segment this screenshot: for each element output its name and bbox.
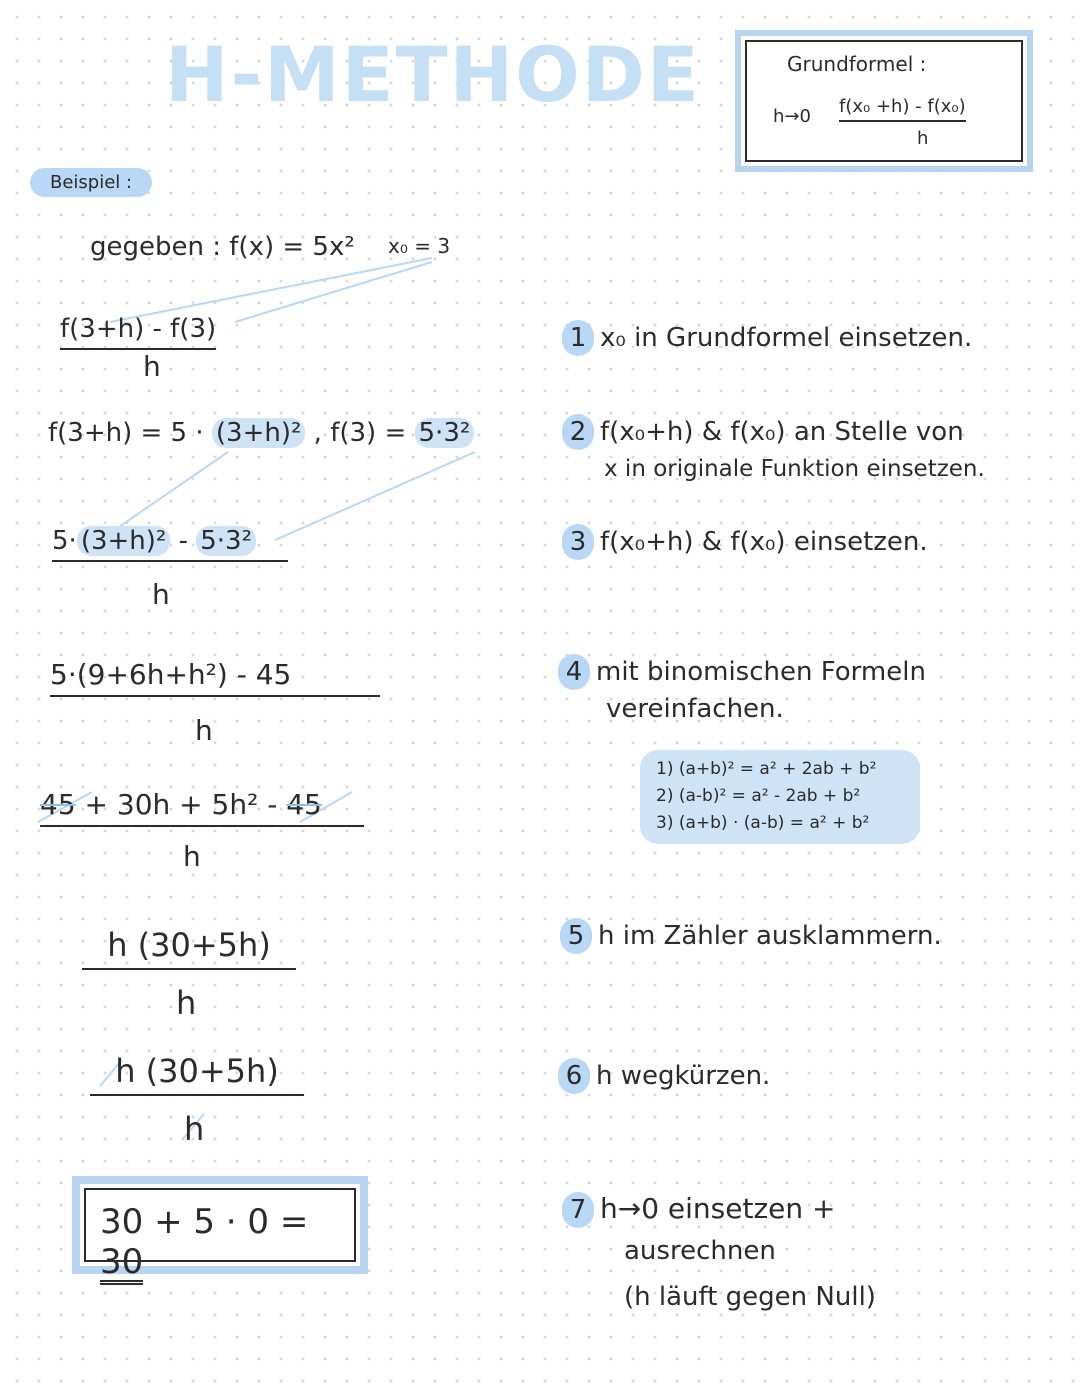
step5-cancel-b: 45 [286, 788, 322, 821]
result-value: 30 [100, 1244, 143, 1285]
instruction-7 [562, 1192, 836, 1228]
grundformel-numerator: f(x₀ +h) - f(x₀) [839, 96, 966, 122]
instruction-6 [558, 1058, 770, 1094]
step7-rest: (30+5h) [135, 1052, 279, 1090]
step2-highlight-1: (3+h)² [212, 418, 306, 448]
step3-prefix: 5· [52, 526, 77, 556]
step5-denominator: h [183, 840, 201, 873]
instruction-5-text: h im Zähler ausklammern. [598, 921, 942, 951]
step2-line [48, 418, 474, 448]
step6-numerator: h (30+5h) [82, 926, 296, 970]
result-box [72, 1176, 368, 1282]
step5-numerator [40, 788, 364, 827]
step2-separator: , f(3) = [305, 418, 415, 448]
result-inner [84, 1188, 356, 1282]
step3-denominator: h [152, 578, 170, 611]
grundformel-denominator: h [917, 128, 929, 149]
step-number-6: 6 [558, 1058, 590, 1094]
instruction-7-line2: ausrechnen [624, 1236, 776, 1266]
step5-middle: + 30h + 5h² - [75, 788, 287, 821]
instruction-2-text: f(x₀+h) & f(x₀) an Stelle von [600, 417, 964, 447]
binomial-formula-3: 3) (a+b) · (a-b) = a² + b² [656, 813, 870, 833]
instruction-3-text: f(x₀+h) & f(x₀) einsetzen. [600, 527, 928, 557]
step3-numerator [52, 526, 288, 562]
step2-left: f(3+h) = 5 · [48, 418, 212, 448]
grundformel-limit: h→0 [773, 106, 811, 127]
step3-highlight-1: (3+h)² [77, 526, 171, 556]
step1-numerator: f(3+h) - f(3) [60, 314, 216, 350]
page-title: H-METHODE [165, 30, 701, 119]
step-number-1: 1 [562, 320, 594, 356]
example-label: Beispiel : [30, 168, 152, 197]
step1-denominator: h [143, 350, 161, 383]
step4-denominator: h [195, 714, 213, 747]
instruction-2 [562, 414, 964, 450]
step3-minus: - [170, 526, 197, 556]
given-function: gegeben : f(x) = 5x² [90, 232, 355, 262]
binomial-formula-2: 2) (a-b)² = a² - 2ab + b² [656, 786, 861, 806]
connector-line [110, 258, 432, 322]
step7-cancel-h: h [115, 1052, 136, 1090]
instruction-4 [558, 654, 926, 690]
step7-numerator [90, 1052, 304, 1096]
instruction-1-text: x₀ in Grundformel einsetzen. [600, 323, 973, 353]
instruction-7-text: h→0 einsetzen + [600, 1192, 836, 1225]
step-number-2: 2 [562, 414, 594, 450]
step2-highlight-2: 5·3² [415, 418, 475, 448]
instruction-7-line3: (h läuft gegen Null) [624, 1282, 876, 1312]
connector-line [275, 452, 475, 540]
instruction-2-line2: x in originale Funktion einsetzen. [604, 456, 985, 482]
step4-numerator: 5·(9+6h+h²) - 45 [50, 658, 380, 697]
step5-cancel-a: 45 [40, 788, 76, 821]
instruction-3 [562, 524, 928, 560]
binomial-formulas-box [640, 750, 920, 844]
step-number-5: 5 [560, 918, 592, 954]
step-number-3: 3 [562, 524, 594, 560]
given-x0-text: x₀ = 3 [388, 234, 451, 258]
instruction-1 [562, 320, 972, 356]
step6-denominator: h [176, 984, 197, 1022]
step7-denominator: h [184, 1110, 205, 1148]
instruction-4-line2: vereinfachen. [606, 694, 784, 724]
binomial-formula-1: 1) (a+b)² = a² + 2ab + b² [656, 759, 877, 779]
result-expression: 30 + 5 · 0 = [100, 1202, 309, 1242]
instruction-5 [560, 918, 942, 954]
step-number-4: 4 [558, 654, 590, 690]
step-number-7: 7 [562, 1192, 594, 1228]
instruction-6-text: h wegkürzen. [596, 1061, 771, 1091]
grundformel-label: Grundformel : [787, 52, 927, 76]
step3-highlight-2: 5·3² [196, 526, 256, 556]
instruction-4-text: mit binomischen Formeln [596, 657, 926, 687]
